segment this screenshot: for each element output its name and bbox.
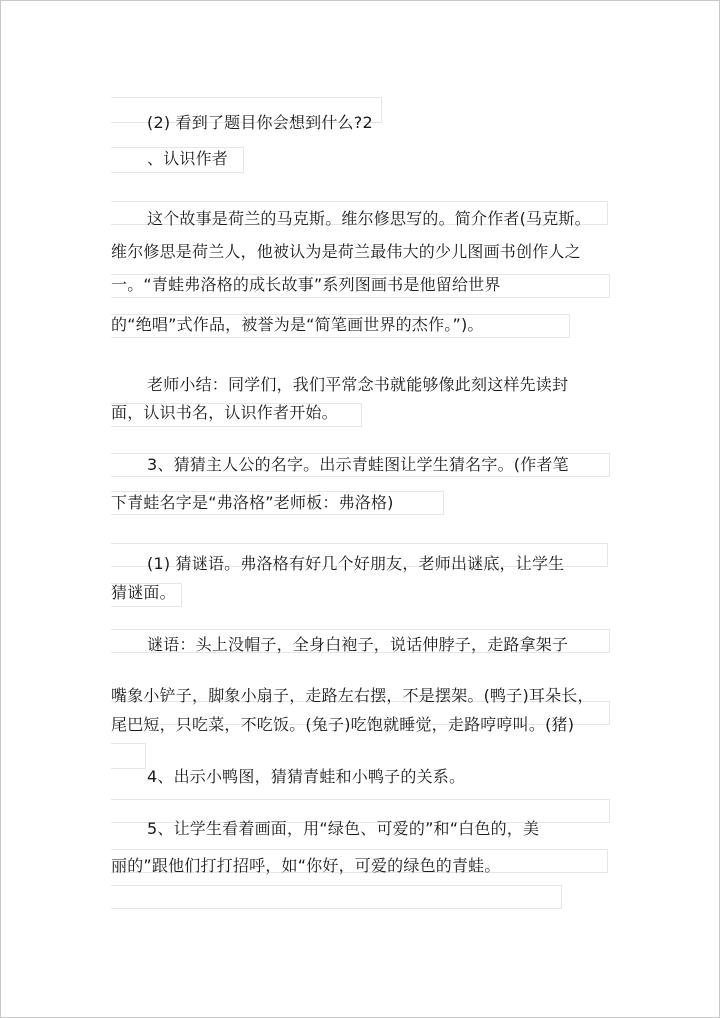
text-line: 的“绝唱”式作品，被誉为是“简笔画世界的杰作。”)。 <box>111 315 484 334</box>
text-line: 这个故事是荷兰的马克斯。维尔修思写的。简介作者(马克斯。 <box>147 209 591 228</box>
text-line: 4、出示小鸭图，猜猜青蛙和小鸭子的关系。 <box>147 767 466 786</box>
text-line: 嘴象小铲子，脚象小扇子，走路左右摆，不是摆架。(鸭子)耳朵长， <box>111 686 594 705</box>
text-frame <box>111 743 146 769</box>
text-line: 尾巴短，只吃菜，不吃饭。(兔子)吃饱就睡觉，走路哼哼叫。(猪) <box>111 715 575 734</box>
section-heading: 、认识作者 <box>147 149 229 168</box>
text-line: (2) 看到了题目你会想到什么?2 <box>147 113 373 132</box>
text-line: 一。“青蛙弗洛格的成长故事”系列图画书是他留给世界 <box>111 275 501 294</box>
text-line: 谜语：头上没帽子，全身白袍子，说话伸脖子，走路拿架子 <box>147 635 569 654</box>
text-line: 下青蛙名字是“弗洛格”老师板：弗洛格) <box>111 493 394 512</box>
text-line: 丽的”跟他们打打招呼，如“你好，可爱的绿色的青蛙。 <box>111 856 501 875</box>
text-line: 维尔修思是荷兰人，他被认为是荷兰最伟大的少儿图画书创作人之 <box>111 242 581 261</box>
text-line: 面，认识书名，认识作者开始。 <box>111 403 338 422</box>
text-line: 3、猜猜主人公的名字。出示青蛙图让学生猜名字。(作者笔 <box>147 455 569 474</box>
text-line: 猜谜面。 <box>111 583 176 602</box>
text-line: 老师小结：同学们，我们平常念书就能够像此刻这样先读封 <box>147 375 569 394</box>
text-line: (1) 猜谜语。弗洛格有好几个好朋友，老师出谜底，让学生 <box>147 554 565 573</box>
text-line: 5、让学生看着画面，用“绿色、可爱的”和“白色的，美 <box>147 819 540 838</box>
text-frame <box>111 885 562 909</box>
